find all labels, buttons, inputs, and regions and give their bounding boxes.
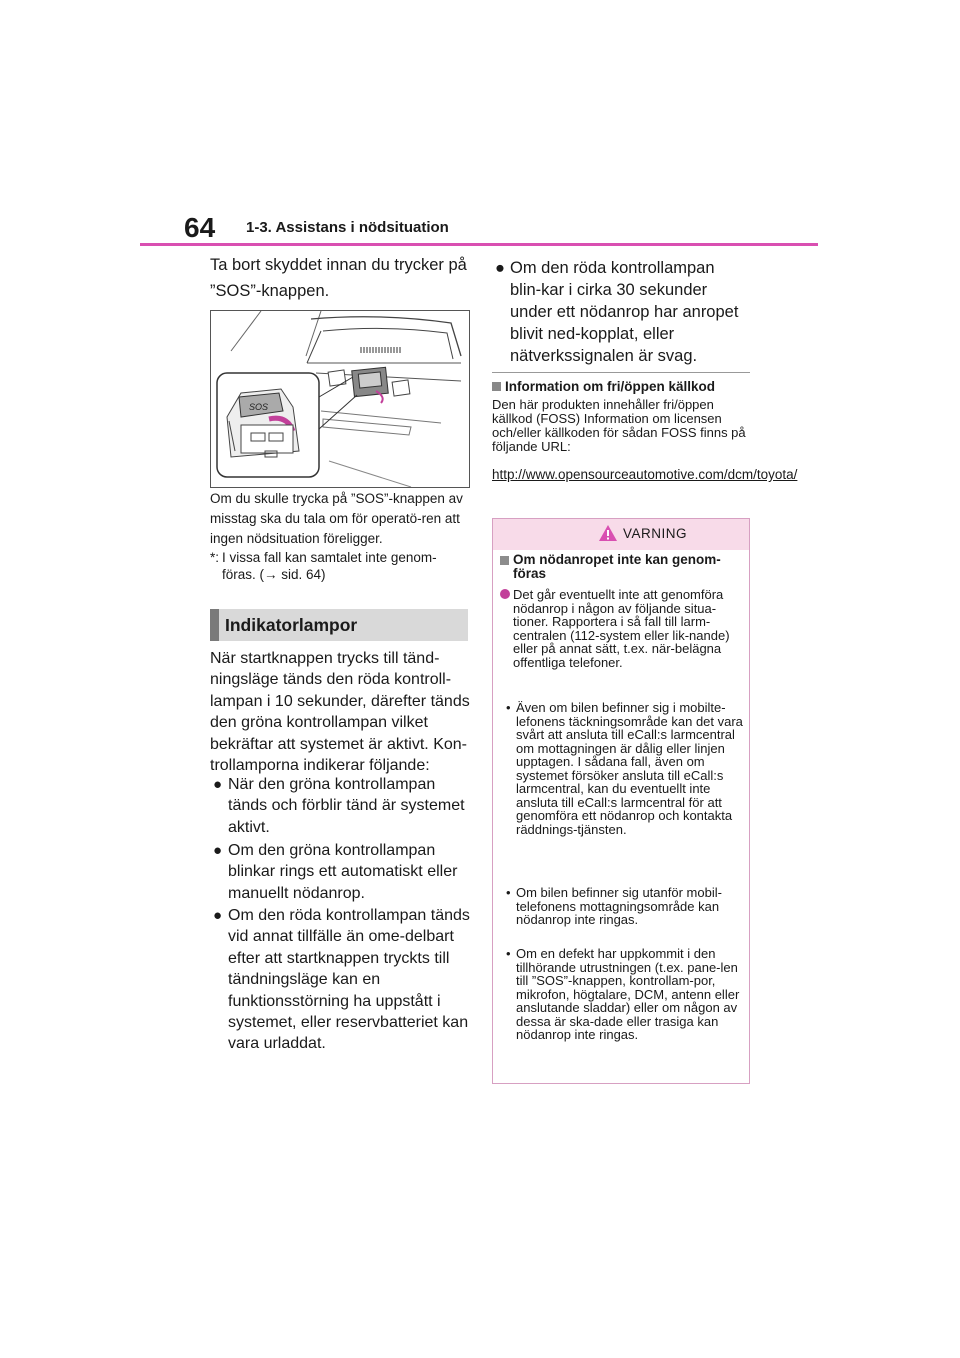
figure-caption: Om du skulle trycka på ”SOS”-knappen av misstag ska du tala om för operatö-ren att ingen nödsituation föreligger. bbox=[210, 491, 463, 546]
footnote-mark: *: bbox=[210, 550, 220, 565]
warning-list-text: Om en defekt har uppkommit i den tillhörande utrustningen (t.ex. pane-len till ”SOS”-knappen, kontrollam-por, mikrofon, högtalare, DCM, antenn eller anslutande sladdar) eller om någon av dessa är ska-dade eller trasiga kan nödanrop inte ringas. bbox=[516, 946, 740, 1042]
overhead-console-illustration bbox=[211, 311, 469, 487]
foss-heading-text: Information om fri/öppen källkod bbox=[505, 379, 716, 394]
dot-bullet-icon: • bbox=[506, 946, 511, 961]
warning-subheading-text: Om nödanropet inte kan genom-föras bbox=[513, 552, 721, 581]
header-rule bbox=[140, 243, 818, 246]
foss-heading bbox=[492, 378, 750, 395]
foss-body: Den här produkten innehåller fri/öppen källkod (FOSS) Information om licensen och/eller källkoden för sådan FOSS finns på följande URL: bbox=[492, 397, 746, 454]
section-heading-title: Indikatorlampor bbox=[225, 615, 358, 635]
bullet-icon: ● bbox=[495, 259, 505, 277]
chapter-title: 1-3. Assistans i nödsituation bbox=[246, 219, 449, 236]
page-number: 64 bbox=[184, 212, 216, 243]
list-item-text: När den gröna kontrollampan tänds och förblir tänd är systemet aktivt. bbox=[228, 776, 465, 836]
divider bbox=[492, 372, 750, 373]
bullet-icon: ● bbox=[213, 907, 223, 924]
circle-bullet-icon bbox=[500, 589, 510, 599]
overhead-console-figure bbox=[210, 310, 470, 488]
warning-title: VARNING bbox=[623, 526, 688, 541]
warning-list-text: Om bilen befinner sig utanför mobil-telefonens mottagningsområde kan nödanrop inte ringas. bbox=[516, 885, 722, 927]
foss-url-link[interactable]: http://www.opensourceautomotive.com/dcm/toyota/ bbox=[492, 467, 798, 482]
list-item-text: Om den röda kontrollampan tänds vid annat tillfälle än ome-delbart efter att startknappen tryckts till tändningsläge kan en funktionsstörning ha uppstått i systemet, eller reservbatteriet kan vara urladdat. bbox=[228, 907, 470, 1053]
warning-triangle-icon bbox=[598, 524, 618, 542]
warning-list-text: Även om bilen befinner sig i mobilte-lefonens täckningsområde kan det vara svårt att ansluta till eCall:s larmcentral om mottagningen är dålig eller linjen upptagen. I sådana fall, även om systemet försöker ansluta till eCall:s larmcentral, kan du eventuellt inte ansluta till eCall:s larmcentral för att genomföra ett nödanrop och kontakta räddnings-tjänsten. bbox=[516, 700, 743, 837]
warning-header bbox=[493, 519, 749, 550]
dot-bullet-icon: • bbox=[506, 885, 511, 900]
dot-bullet-icon: • bbox=[506, 700, 511, 715]
indicator-paragraph: När startknappen trycks till tänd-ningsläge tänds den röda kontroll-lampan i 10 sekunder, därefter tänds den gröna kontrollampan vilket bekräftar att systemet är aktivt. Kon-trollamporna indikerar följande: bbox=[210, 650, 470, 775]
bullet-icon: ● bbox=[213, 842, 223, 859]
bullet-icon: ● bbox=[213, 776, 223, 793]
footnote-text: I vissa fall kan samtalet inte genom-föras. (→ sid. 64) bbox=[222, 550, 437, 582]
warning-circle-text: Det går eventuellt inte att genomföra nödanrop i någon av följande situa-tioner. Rapportera i så fall till larm-centralen (112-system eller lik-nande) eller på annat sätt, t.ex. när-belägna offentliga telefoner. bbox=[513, 587, 730, 670]
intro-text: Ta bort skyddet innan du trycker på ”SOS”-knappen. bbox=[210, 256, 467, 300]
list-item-text: Om den röda kontrollampan blin-kar i cirka 30 sekunder under ett nödanrop har anropet blivit ned-kopplat, eller nätverkssignalen är svag. bbox=[510, 259, 739, 365]
sos-label: SOS bbox=[249, 402, 269, 412]
section-heading-indikatorlampor bbox=[210, 609, 468, 641]
list-item-text: Om den gröna kontrollampan blinkar rings ett automatiskt eller manuellt nödanrop. bbox=[228, 842, 458, 902]
square-bullet-icon bbox=[500, 556, 509, 565]
square-bullet-icon bbox=[492, 382, 501, 391]
